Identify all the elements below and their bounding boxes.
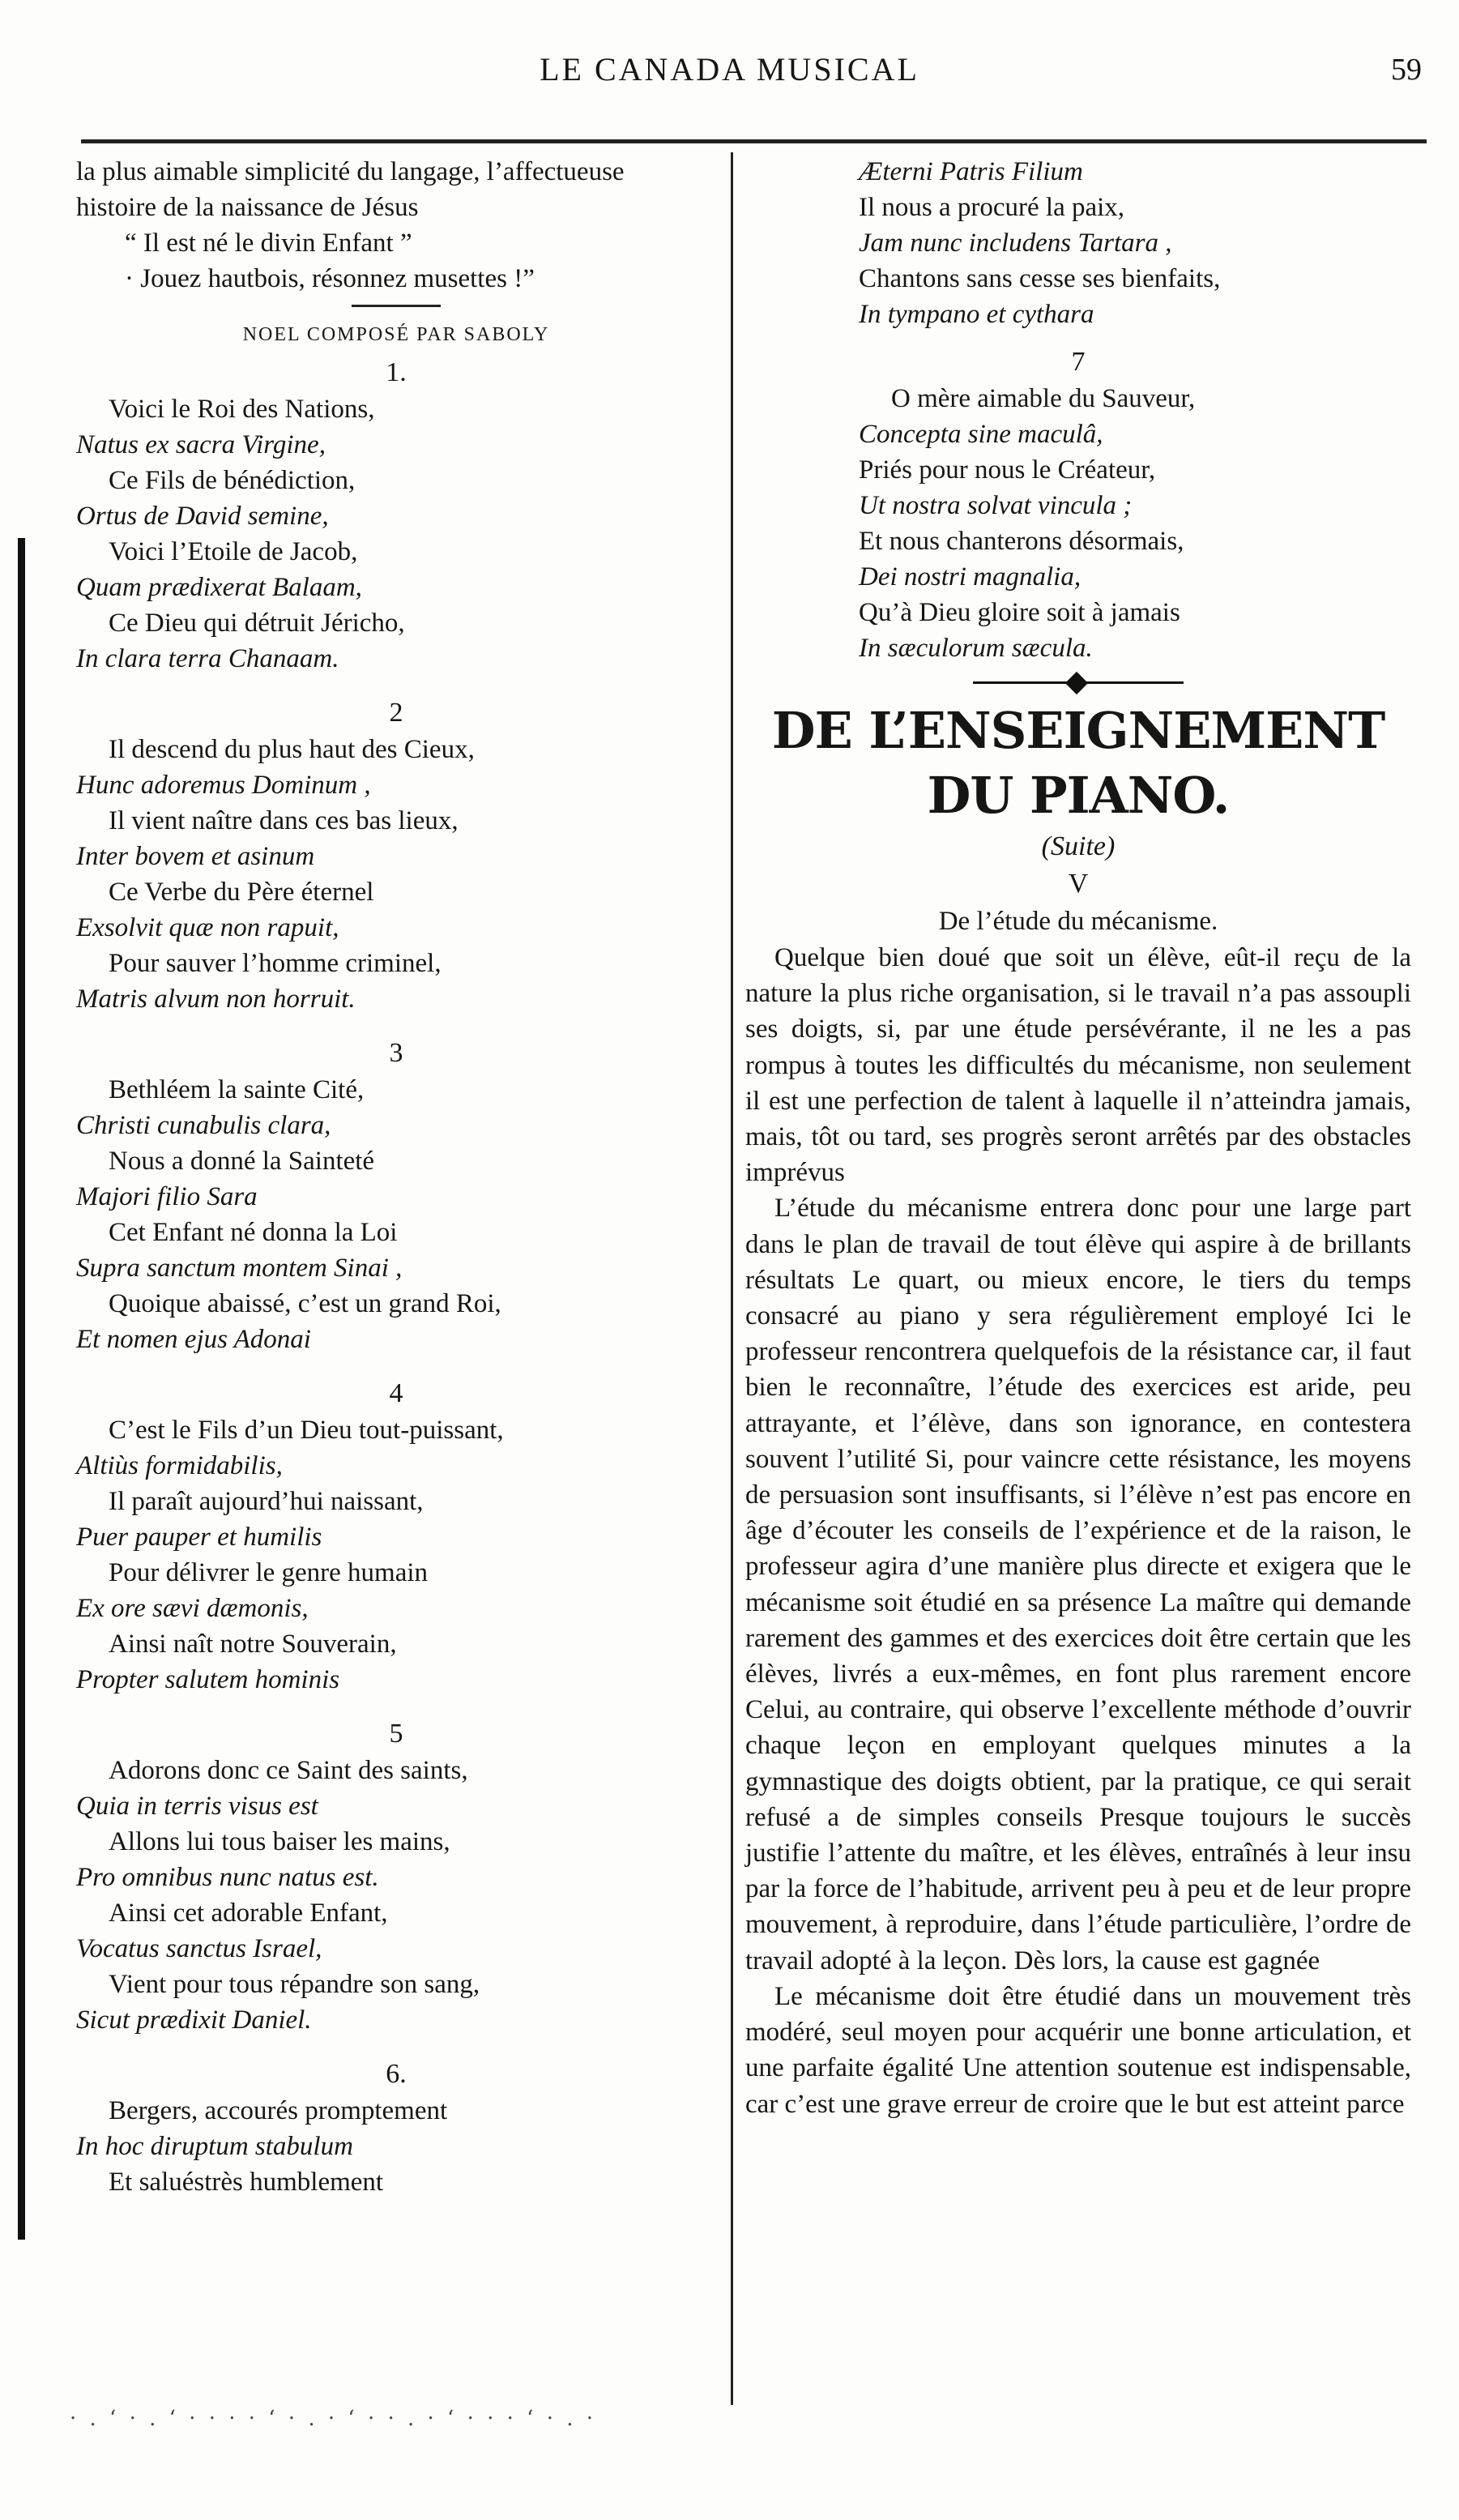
margin-bar: [18, 538, 25, 2240]
verse-line: Bergers, accourés promptement: [109, 2096, 448, 2125]
verse-line: Adorons donc ce Saint des saints,: [109, 1756, 468, 1785]
stanza-list: [76, 351, 716, 2200]
verse-line: Hunc adoremus Dominum ,: [76, 771, 371, 800]
verse-line: Pro omnibus nunc natus est.: [76, 1863, 379, 1892]
verse-line: In sæculorum sæcula.: [859, 634, 1093, 663]
print-noise: · . ‘ · . ‘ · · · · ‘ · . · ‘ · · . · ‘ · · · ‘ · . ·: [70, 2407, 597, 2431]
verse-line: Christi cunabulis clara,: [76, 1111, 331, 1140]
stanza-gap: [76, 1357, 716, 1375]
stanza-gap: [76, 2038, 716, 2056]
verse-line: Ex ore sævi dæmonis,: [76, 1594, 309, 1623]
ornament-divider: [973, 673, 1184, 692]
verse-line: Voici l’Etoile de Jacob,: [109, 537, 358, 566]
stanza-number: 6.: [386, 2059, 407, 2089]
verse-line: Quoique abaissé, c’est un grand Roi,: [109, 1289, 501, 1318]
verse-line: Ortus de David semine,: [76, 502, 329, 531]
stanza-7: [745, 381, 1411, 666]
stanza-number: 4: [389, 1378, 403, 1408]
intro-line: la plus aimable simplicité du langage, l’affectueuse: [76, 157, 625, 186]
noel-heading: NOEL COMPOSÉ PAR SABOLY: [242, 324, 550, 345]
page-number: 59: [1391, 53, 1422, 87]
quote-line: · Jouez hautbois, résonnez musettes !”: [125, 264, 535, 293]
intro-line: histoire de la naissance de Jésus: [76, 193, 419, 222]
verse-line: Nous a donné la Sainteté: [109, 1147, 375, 1176]
article-paragraph: Quelque bien doué que soit un élève, eût-il reçu de la nature la plus riche organisation, si le travail n’a pas assoupli ses doigts, si, par une étude persévérante, il ne les a pas rompus à toutes les difficultés du mécanisme, non seulement il est une perfection de talent à laquelle il n’atteindra jamais, mais, tôt ou tard, ses progrès seront arrêtés par des obstacles imprévus: [745, 943, 1411, 1188]
verse-line: Pour sauver l’homme criminel,: [109, 949, 442, 978]
verse-line: Æterni Patris Filium: [859, 157, 1083, 186]
verse-line: Ainsi cet adorable Enfant,: [109, 1899, 388, 1928]
stanza-6-continued: [745, 154, 1411, 332]
stanza-gap: [76, 1017, 716, 1035]
verse-line: Ce Verbe du Père éternel: [109, 878, 374, 907]
journal-title: LE CANADA MUSICAL: [540, 51, 919, 88]
verse-line: Il nous a procuré la paix,: [859, 193, 1125, 222]
verse-line: Ut nostra solvat vincula ;: [859, 491, 1133, 520]
verse-line: Majori filio Sara: [76, 1182, 258, 1211]
article-suite: (Suite): [1041, 831, 1116, 861]
verse-line: Il paraît aujourd’hui naissant,: [109, 1487, 424, 1516]
left-column: [76, 154, 716, 2200]
article-paragraph: L’étude du mécanisme entrera donc pour une large part dans le plan de travail de tout élève qui aspire à de brillants résultats Le quart, ou mieux encore, le tiers du temps consacré au piano y sera régulièrement employé Ici le professeur rencontrera quelquefois de la résistance car, il faut bien le reconnaître, l’étude des exercices est aride, peu attrayante, et l’élève, dans son ignorance, en contestera souvent l’utilité Si, pour vaincre cette résistance, les moyens de persuasion sont insuffisants, si l’élève n’est pas encore en âge d’écouter les conseils de l’expérience et de la raison, le professeur agira d’une manière plus directe et exigera que le mécanisme soit étudié en sa présence La maître qui demande rarement des gammes et des exercices doit être certain que les élèves, livrés a eux-mêmes, en font plus rarement encore Celui, au contraire, qui observe l’excellente méthode d’ouvrir chaque leçon en employant quelques minutes a la gymnastique des doigts obtient, par la pratique, ce qui serait refusé a de simples conseils Presque toujours le succès justifie l’attente du maître, et les élèves, entraînés à leur insu par la force de l’habitude, arrivent peu à peu et de leur propre mouvement, à reproduire, dans l’étude particulière, l’ordre de travail adopté à la leçon. Dès lors, la cause est gagnée: [745, 1194, 1411, 1975]
stanza-gap: [76, 677, 716, 694]
verse-line: Ainsi naît notre Souverain,: [109, 1629, 397, 1659]
verse-line: Inter bovem et asinum: [76, 842, 315, 871]
verse-line: Concepta sine maculâ,: [859, 420, 1103, 449]
verse-line: Qu’à Dieu gloire soit à jamais: [859, 598, 1180, 627]
stanza-gap: [76, 1698, 716, 1715]
verse-line: In tympano et cythara: [859, 300, 1094, 329]
verse-line: Priés pour nous le Créateur,: [859, 455, 1156, 485]
verse-line: Vocatus sanctus Israel,: [76, 1934, 322, 1963]
verse-line: Quia in terris visus est: [76, 1792, 318, 1821]
quote-line: “ Il est né le divin Enfant ”: [125, 229, 412, 258]
verse-line: Il descend du plus haut des Cieux,: [109, 735, 475, 764]
stanza-number: 5: [389, 1719, 403, 1749]
verse-line: Natus ex sacra Virgine,: [76, 430, 326, 459]
stanza-number: 2: [389, 698, 403, 728]
column-divider: [731, 152, 733, 2405]
verse-line: Bethléem la sainte Cité,: [109, 1075, 365, 1104]
article-paragraph: Le mécanisme doit être étudié dans un mouvement très modéré, seul moyen pour acquérir une bonne articulation, et une parfaite égalité Une attention soutenue est indispensable, car c’est une grave erreur de croire que le but est atteint parce: [745, 1981, 1411, 2119]
stanza-number: 3: [389, 1038, 403, 1068]
verse-line: Propter salutem hominis: [76, 1665, 340, 1694]
verse-line: Jam nunc includens Tartara ,: [859, 229, 1172, 258]
verse-line: Et nomen ejus Adonai: [76, 1325, 311, 1354]
verse-line: Chantons sans cesse ses bienfaits,: [859, 264, 1221, 293]
verse-line: Sicut prædixit Daniel.: [76, 2005, 312, 2035]
stanza-number: 1.: [386, 357, 407, 387]
verse-line: In clara terra Chanaam.: [76, 644, 339, 673]
section-number: V: [1068, 869, 1089, 899]
verse-line: Il vient naître dans ces bas lieux,: [109, 806, 459, 835]
verse-line: Vient pour tous répandre son sang,: [109, 1970, 480, 1999]
verse-line: Ce Fils de bénédiction,: [109, 466, 356, 495]
verse-line: Ce Dieu qui détruit Jéricho,: [109, 609, 405, 638]
verse-line: Quam prædixerat Balaam,: [76, 573, 362, 602]
verse-line: O mère aimable du Sauveur,: [891, 384, 1196, 413]
verse-line: Cet Enfant né donna la Loi: [109, 1218, 398, 1247]
header-rule: [81, 139, 1427, 143]
verse-line: Et saluéstrès humblement: [109, 2168, 384, 2197]
verse-line: Altiùs formidabilis,: [76, 1451, 283, 1480]
section-title: De l’étude du mécanisme.: [938, 907, 1218, 936]
verse-line: Pour délivrer le genre humain: [109, 1558, 429, 1587]
separator-rule: [352, 305, 441, 307]
verse-line: Voici le Roi des Nations,: [109, 395, 375, 424]
verse-line: Dei nostri magnalia,: [859, 562, 1081, 592]
verse-line: C’est le Fils d’un Dieu tout-puissant,: [109, 1416, 504, 1445]
verse-line: Puer pauper et humilis: [76, 1523, 322, 1552]
verse-line: Matris alvum non horruit.: [76, 985, 356, 1014]
verse-line: Et nous chanterons désormais,: [859, 527, 1184, 556]
verse-line: Supra sanctum montem Sinai ,: [76, 1254, 403, 1283]
verse-line: Exsolvit quæ non rapuit,: [76, 913, 339, 942]
article-heading: DE L’ENSEIGNEMENT DU PIANO.: [771, 701, 1385, 825]
verse-line: Allons lui tous baiser les mains,: [109, 1827, 450, 1856]
right-column: [745, 154, 1411, 2122]
verse-line: In hoc diruptum stabulum: [76, 2132, 353, 2161]
running-header: [0, 50, 1459, 99]
stanza-number: 7: [1071, 347, 1086, 377]
